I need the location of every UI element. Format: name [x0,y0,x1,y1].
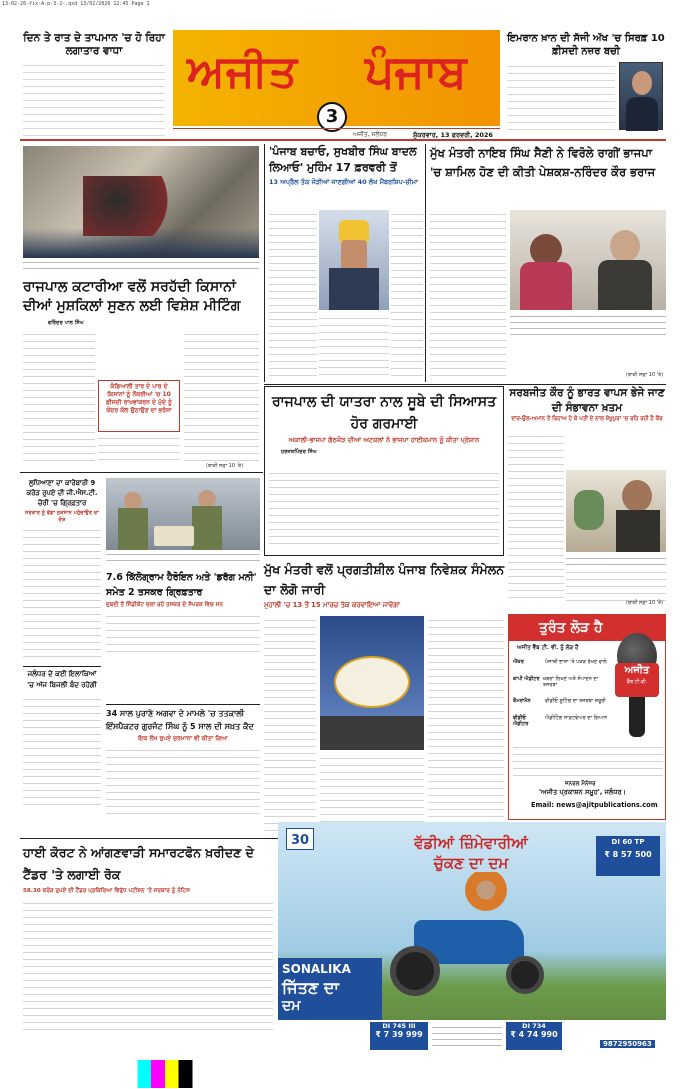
abduction-story [106,704,260,838]
role-row: ਕਾਪੀ ਐਡੀਟਰ ਖ਼ਬਰਾਂ ਲਿਖਣ ਅਤੇ ਸੰਪਾਦਨ ਦਾ ਤਜਰਬਾ [513,675,599,688]
contact-title: ਜਨਰਲ ਮੈਨੇਜਰ [565,781,596,787]
saini-photo [510,210,666,310]
investor-story [264,560,504,836]
brand-name: SONALIKA [282,962,351,976]
contact-email[interactable]: Email: news@ajitpublications.com [531,801,658,809]
story-body [106,612,260,658]
photo-caption [510,314,666,336]
dealer-phone: 9872950963 [600,1040,655,1048]
governor-meeting-pullquote: ਕੰਡਿਆਲੀ ਤਾਰ ਦੇ ਪਾਰ ਦੇ ਕਿਸਾਨਾਂ ਨੂੰ ਨੌਕਰੀਆਂ 'ਚ 10 ਫ਼ੀਸਦੀ ਰਾਖਵਾਂਕਰਨ ਦੇ ਮੁੱਦੇ ਨੂੰ ਕੇਂਦਰ ਕੋਲ ਉਠਾਉਣ ਦਾ ਭਰੋਸਾ [98,380,180,432]
story-kicker: ਮੁਹਾਲੀ 'ਚ 13 ਤੋਂ 15 ਮਾਰਚ ਤੱਕ ਕਰਵਾਇਆ ਜਾਵੇਗਾ [264,601,400,609]
top-divider [20,139,666,141]
sarabjit-story [508,386,666,610]
ad-tagline: ਜਿੱਤਣ ਦਾ [282,978,339,998]
governor-meeting-byline: ਵਰਿੰਦਰ ਪਾਲ ਸਿੰਘ [48,320,84,326]
story-headline: 34 ਸਾਲ ਪੁਰਾਣੇ ਅਗਵਾ ਦੇ ਮਾਮਲੇ 'ਚ ਤਤਕਾਲੀ ਇੰਸਪੈਕਟਰ ਗੁਰਜੰਟ ਸਿੰਘ ਨੂੰ 5 ਸਾਲ ਦੀ ਸਖ਼ਤ ਕੈਦ [106,709,254,731]
mic-label: ਅਜੀਤ [624,665,650,676]
role-row: ਵੀਡੀਓ ਐਡੀਟਰ ਐਡੀਟਿੰਗ ਸਾਫ਼ਟਵੇਅਰ ਦਾ ਗਿਆਨ [513,714,608,728]
badal-story [264,144,426,382]
continued-note: (ਬਾਕੀ ਸਫ਼ਾ 10 'ਤੇ) [626,372,664,378]
story-kicker: 13 ਅਪ੍ਰੈਲ ਤੱਕ ਜੋੜੀਆਂ ਜਾਣਗੀਆਂ 40 ਲੱਖ ਮੈਂਬਰਸ਼ਿਪ-ਚੀਮਾ [269,178,418,186]
page-number: 3 [325,106,339,128]
story-kicker: ਦੁਬਈ ਤੋਂ ਸਿੰਡੀਕੇਟ ਚਲਾ ਰਹੇ ਤਸਕਰ ਦੇ ਸੰਪਰਕ ਵਿਚ ਸਨ [106,602,223,608]
story-body [507,62,615,132]
story-body [269,469,499,549]
role-row: ਕੈਮਰਾਮੈਨ ਵੀਡੀਓ ਸ਼ੂਟਿੰਗ ਦਾ ਤਜਰਬਾ ਜ਼ਰੂਰੀ [513,697,606,704]
story-headline: ਮੁੱਖ ਮੰਤਰੀ ਨਾਇਬ ਸਿੰਘ ਸੈਣੀ ਨੇ ਵਿਰੋਲੇ ਰਾਗੀਂ ਭਾਜਪਾ 'ਚ ਸ਼ਾਮਿਲ ਹੋਣ ਦੀ ਕੀਤੀ ਪੇਸ਼ਕਸ਼-ਨਰਿੰਦਰ ਕੌਰ ਭਰਾਜ [430,146,656,179]
story-body-right [428,616,504,832]
hiring-roles [513,659,609,728]
story-kicker: ਅਕਾਲੀ-ਭਾਜਪਾ ਗੱਠਜੋੜ ਦੀਆਂ ਅਟਕਲਾਂ ਨੇ ਭਾਜਪਾ ਹਾਈਕਮਾਨ ਨੂੰ ਕੀਤਾ ਪ੍ਰੇਸ਼ਾਨ [288,436,480,444]
story-headline: ਰਾਜਪਾਲ ਦੀ ਯਾਤਰਾ ਨਾਲ ਸੂਬੇ ਦੀ ਸਿਆਸਤ ਹੋਰ ਗਰਮਾਈ [271,394,497,432]
footer-fineprint [432,1024,502,1048]
contact-org: 'ਅਜੀਤ ਪ੍ਰਕਾਸ਼ਨ ਸਮੂਹ', ਜਲੰਧਰ। [539,788,627,796]
price-tag-a: DI 745 III ₹ 7 39 999 [370,1022,428,1050]
story-kicker: 58.30 ਕਰੋੜ ਰੁਪਏ ਦੀ ਟੈਂਡਰ ਪ੍ਰਕਿਰਿਆ ਵਿਰੁੱਧ ਪਟੀਸ਼ਨ 'ਤੇ ਸਰਕਾਰ ਨੂੰ ਨੋਟਿਸ [23,888,190,894]
story-body [23,61,165,137]
top-right-story [507,32,665,136]
railway-brief [23,666,101,836]
highcourt-story [23,842,273,1056]
saini-story [430,144,666,382]
ad-tagline-2: ਦਮ [282,997,301,1014]
photo-caption [23,260,259,274]
photo-caption [106,552,260,566]
brand-panel [278,958,382,1020]
issue-date: ਸ਼ੁੱਕਰਵਾਰ, 13 ਫਰਵਰੀ, 2026 [413,131,493,139]
story-body-right [391,210,423,376]
story-body-left [430,210,506,376]
story-headline: 7.6 ਕਿੱਲੋਗ੍ਰਾਮ ਹੈਰੋਇਨ ਅਤੇ 'ਡਰੱਗ ਮਨੀ' ਸਮੇਤ 2 ਤਸਕਰ ਗ੍ਰਿਫ਼ਤਾਰ [106,572,257,598]
price-tag-b: DI 734 ₹ 4 74 990 [506,1022,562,1050]
masthead-title-left: ਅਜੀਤ [187,46,298,97]
story-headline: ਹਾਈ ਕੋਰਟ ਨੇ ਆਂਗਣਵਾੜੀ ਸਮਾਰਟਫੋਨ ਖ਼ਰੀਦਣ ਦੇ ਟੈਂਡਰ 'ਤੇ ਲਗਾਈ ਰੋਕ [23,845,254,882]
story-body-left [264,616,316,832]
story-headline: ਇਮਰਾਨ ਖ਼ਾਨ ਦੀ ਸੱਜੀ ਅੱਖ 'ਚ ਸਿਰਫ਼ 10 ਫ਼ੀਸਦੀ ਨਜ਼ਰ ਬਚੀ [507,33,665,57]
anniversary-badge: 30 [286,828,314,850]
hiring-box [508,614,666,820]
brief-headline: ਲੁਧਿਆਣਾ ਦਾ ਕਾਰੋਬਾਰੀ 9 ਕਰੋੜ ਰੁਪਏ ਦੀ ਜੀ.ਐਸ.ਟੀ. ਚੋਰੀ 'ਚ ਗ੍ਰਿਫ਼ਤਾਰ [26,479,98,507]
story-headline: ਦਿਨ ਤੇ ਰਾਤ ਦੇ ਤਾਪਮਾਨ 'ਚ ਹੋ ਰਿਹਾ ਲਗਾਤਾਰ ਵਾਧਾ [23,32,165,57]
governor-meeting-body-mid [98,434,180,462]
print-strip: 13-02-26-fix-A-p-3-2-.qxd 13/02/2026 12:45 Page 1 [2,1,150,7]
registration-bar [0,1060,687,1088]
brief-headline: ਜਲੰਧਰ ਦੇ ਕਈ ਇਲਾਕਿਆਂ 'ਚ ਅੱਜ ਬਿਜਲੀ ਬੰਦ ਰਹੇਗੀ [27,670,97,689]
hiring-details [513,743,663,777]
edition: ਅਜੀਤ, ਜਲੰਧਰ [353,131,388,138]
continued-note: (ਬਾਕੀ ਸਫ਼ਾ 10 'ਤੇ) [206,463,244,469]
continued-note: (ਬਾਕੀ ਸਫ਼ਾ 10 'ਤੇ) [626,600,664,606]
story-body-bottom [319,314,389,376]
story-body-left [508,432,564,604]
ad-headline-1: ਵੱਡੀਆਂ ਜ਼ਿੰਮੇਵਾਰੀਆਂ [414,834,528,852]
ad-footer [278,1020,666,1056]
smuggler-story [106,478,260,700]
story-headline: ਸਰਬਜੀਤ ਕੌਰ ਨੂੰ ਭਾਰਤ ਵਾਪਸ ਭੇਜੇ ਜਾਣ ਦੀ ਸੰਭਾਵਨਾ ਖ਼ਤਮ [509,387,665,414]
governor-politics-story [264,386,504,556]
mid-divider [264,384,666,385]
ad-headline-2: ਚੁੱਕਣ ਦਾ ਦਮ [433,854,509,872]
governor-meeting-body-right [184,330,259,462]
photo-caption [566,556,666,566]
smuggler-photo [106,478,260,550]
brief-kicker: ਸਰਕਾਰ ਨੂੰ ਵੱਡਾ ਨੁਕਸਾਨ ਪਹੁੰਚਾਉਣ ਦਾ ਦੋਸ਼ [25,510,99,523]
governor-meeting-photo [23,146,259,258]
hiring-title: ਤੁਰੰਤ ਲੋੜ ਹੈ [509,615,665,641]
top-left-story [23,32,165,138]
hiring-intro: ਅਜੀਤ ਵੈੱਬ ਟੀ. ਵੀ. ਨੂੰ ਲੋੜ ਹੈ [517,645,579,651]
sarabjit-photo [566,470,666,552]
mic-icon [609,633,663,737]
story-headline: 'ਪੰਜਾਬ ਬਚਾਓ, ਸੁਖਬੀਰ ਸਿੰਘ ਬਾਦਲ ਲਿਆਓ' ਮੁਹਿੰਮ 17 ਫ਼ਰਵਰੀ ਤੋਂ [269,145,417,174]
price-badge-top: DI 60 TP ₹ 8 57 500 [596,836,660,876]
governor-meeting-body-left [23,330,95,462]
investor-logo-photo [320,616,424,750]
portrait-photo [619,62,663,130]
family-image [456,872,516,932]
left-divider [20,472,263,473]
ludhiana-brief [23,478,101,664]
badal-photo [319,210,389,310]
story-body-bottom [320,754,424,832]
masthead-rule [173,128,500,129]
mic-sub: ਵੈੱਬ ਟੀ.ਵੀ. [626,679,648,685]
role-row: ਐਂਕਰ ਪੰਜਾਬੀ ਭਾਸ਼ਾ 'ਤੇ ਪਕੜ ਰੱਖਣ ਵਾਲੇ [513,659,607,665]
story-kicker: ਦਾਰ-ਉਲ-ਅਮਾਨ ਤੋਂ ਰਿਹਾਅ ਹੋ ਕੇ ਪਤੀ ਦੇ ਨਾਲ ਸ਼ੇਖੂਪੁਰਾ 'ਚ ਰਹਿ ਰਹੀ ਹੈ ਕੌਰ [511,416,663,422]
masthead [173,30,500,140]
story-body-right [566,568,666,604]
governor-meeting-headline: ਰਾਜਪਾਲ ਕਟਾਰੀਆ ਵਲੋਂ ਸਰਹੱਦੀ ਕਿਸਾਨਾਂ ਦੀਆਂ ਮੁਸ਼ਕਿਲਾਂ ਸੁਣਨ ਲਈ ਵਿਸ਼ੇਸ਼ ਮੀਟਿੰਗ [23,279,241,314]
story-kicker: ਇਕ ਲੱਖ ਰੁਪਏ ਜੁਰਮਾਨਾ ਵੀ ਕੀਤਾ ਗਿਆ [138,735,228,742]
story-headline: ਮੁੱਖ ਮੰਤਰੀ ਵਲੋਂ ਪ੍ਰਗਤੀਸ਼ੀਲ ਪੰਜਾਬ ਨਿਵੇਸ਼ਕ ਸੰਮੇਲਨ ਦਾ ਲੋਗੋ ਜਾਰੀ [264,562,505,597]
story-body-left [269,210,317,376]
sonalika-ad [278,822,666,1056]
masthead-title-right: ਪੰਜਾਬ [365,44,467,98]
story-byline: ਹਰਜਸ਼ਪਿੰਦਰ ਸਿੰਘ [281,449,317,455]
